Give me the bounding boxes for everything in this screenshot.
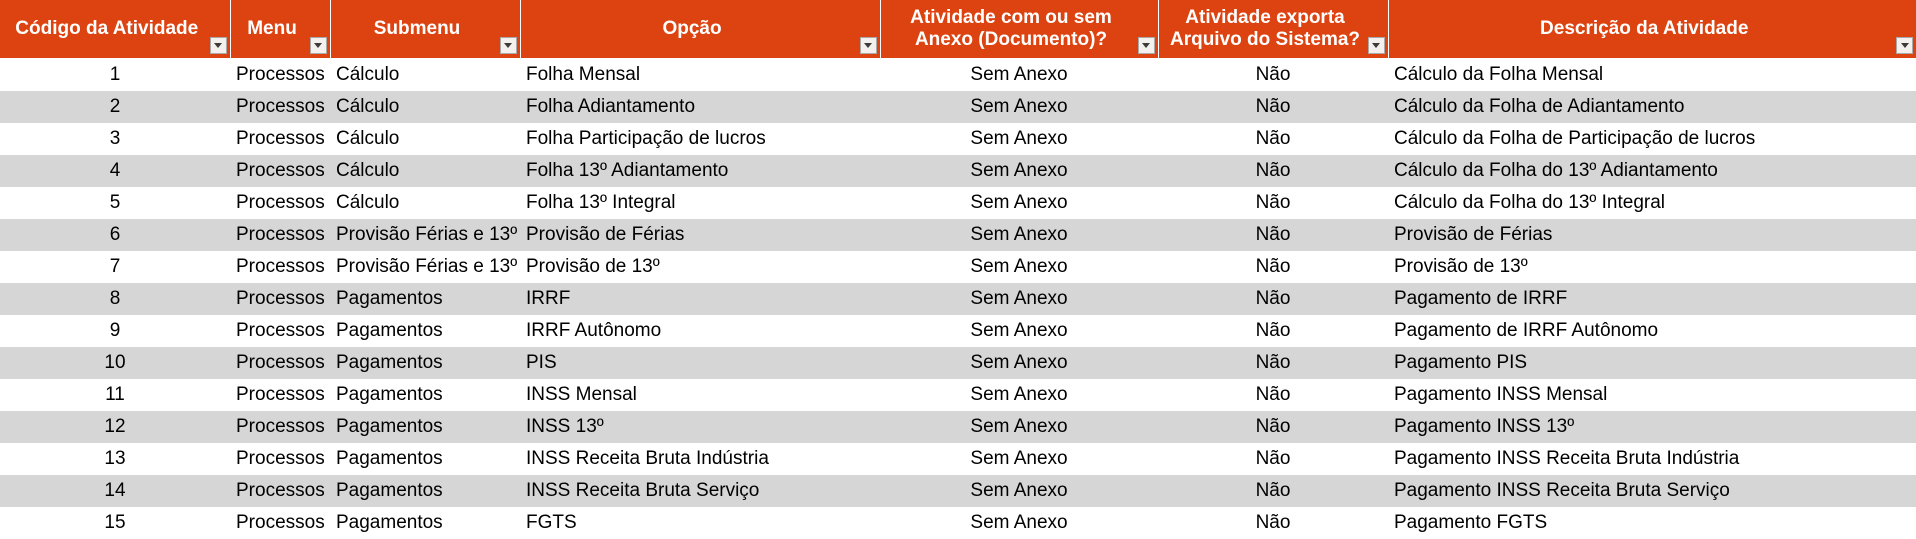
cell-submenu[interactable]: Provisão Férias e 13º [330,251,520,283]
cell-descricao[interactable]: Cálculo da Folha Mensal [1388,59,1916,92]
filter-dropdown-icon[interactable] [860,37,877,54]
cell-exporta[interactable]: Não [1158,251,1388,283]
cell-anexo[interactable]: Sem Anexo [880,219,1158,251]
column-header-submenu [330,0,520,59]
cell-anexo[interactable]: Sem Anexo [880,347,1158,379]
cell-menu[interactable]: Processos [230,219,330,251]
cell-submenu[interactable]: Cálculo [330,59,520,92]
cell-opcao[interactable]: Provisão de 13º [520,251,880,283]
cell-anexo[interactable]: Sem Anexo [880,315,1158,347]
table-row [0,187,1916,219]
column-header-label: Atividade com ou sem Anexo (Documento)? [910,7,1112,50]
cell-anexo[interactable]: Sem Anexo [880,283,1158,315]
filter-dropdown-icon[interactable] [500,37,517,54]
table-row [0,507,1916,539]
cell-anexo[interactable]: Sem Anexo [880,379,1158,411]
cell-codigo[interactable]: 5 [0,187,230,219]
table-body [0,59,1916,539]
filter-dropdown-icon[interactable] [1138,37,1155,54]
table-row [0,347,1916,379]
cell-exporta[interactable]: Não [1158,315,1388,347]
cell-exporta[interactable]: Não [1158,219,1388,251]
cell-submenu[interactable]: Cálculo [330,187,520,219]
column-header-label: Submenu [374,18,461,39]
cell-descricao[interactable]: Pagamento INSS 13º [1388,411,1916,443]
column-header-exporta [1158,0,1388,59]
cell-codigo[interactable]: 10 [0,347,230,379]
cell-anexo[interactable]: Sem Anexo [880,91,1158,123]
cell-descricao[interactable]: Pagamento FGTS [1388,507,1916,539]
cell-descricao[interactable]: Provisão de Férias [1388,219,1916,251]
cell-codigo[interactable]: 3 [0,123,230,155]
cell-codigo[interactable]: 1 [0,59,230,92]
table-row [0,155,1916,187]
cell-opcao[interactable]: Folha Participação de lucros [520,123,880,155]
cell-exporta[interactable]: Não [1158,347,1388,379]
table-row [0,91,1916,123]
cell-opcao[interactable]: Provisão de Férias [520,219,880,251]
cell-anexo[interactable]: Sem Anexo [880,475,1158,507]
cell-codigo[interactable]: 14 [0,475,230,507]
cell-submenu[interactable]: Cálculo [330,91,520,123]
table-row [0,251,1916,283]
cell-descricao[interactable]: Cálculo da Folha do 13º Integral [1388,187,1916,219]
cell-submenu[interactable]: Pagamentos [330,475,520,507]
cell-exporta[interactable]: Não [1158,283,1388,315]
cell-submenu[interactable]: Pagamentos [330,443,520,475]
cell-anexo[interactable]: Sem Anexo [880,411,1158,443]
cell-exporta[interactable]: Não [1158,507,1388,539]
column-header-label: Atividade exporta Arquivo do Sistema? [1170,7,1360,50]
column-header-label: Menu [247,18,297,39]
chevron-down-icon [864,43,872,48]
cell-codigo[interactable]: 6 [0,219,230,251]
table-row [0,411,1916,443]
column-header-label: Descrição da Atividade [1540,18,1748,39]
cell-menu[interactable]: Processos [230,251,330,283]
cell-opcao[interactable]: IRRF [520,283,880,315]
table-row [0,315,1916,347]
filter-dropdown-icon[interactable] [210,37,227,54]
cell-menu[interactable]: Processos [230,507,330,539]
cell-submenu[interactable]: Pagamentos [330,507,520,539]
cell-descricao[interactable]: Pagamento INSS Mensal [1388,379,1916,411]
cell-exporta[interactable]: Não [1158,155,1388,187]
cell-menu[interactable]: Processos [230,59,330,92]
chevron-down-icon [314,43,322,48]
cell-submenu[interactable]: Cálculo [330,155,520,187]
cell-codigo[interactable]: 15 [0,507,230,539]
cell-exporta[interactable]: Não [1158,91,1388,123]
cell-descricao[interactable]: Pagamento PIS [1388,347,1916,379]
cell-submenu[interactable]: Provisão Férias e 13º [330,219,520,251]
cell-menu[interactable]: Processos [230,411,330,443]
cell-descricao[interactable]: Pagamento de IRRF [1388,283,1916,315]
chevron-down-icon [1901,43,1909,48]
cell-codigo[interactable]: 2 [0,91,230,123]
cell-anexo[interactable]: Sem Anexo [880,251,1158,283]
cell-descricao[interactable]: Pagamento INSS Receita Bruta Serviço [1388,475,1916,507]
cell-descricao[interactable]: Cálculo da Folha do 13º Adiantamento [1388,155,1916,187]
column-header-menu [230,0,330,59]
cell-codigo[interactable]: 8 [0,283,230,315]
cell-anexo[interactable]: Sem Anexo [880,155,1158,187]
cell-exporta[interactable]: Não [1158,187,1388,219]
cell-menu[interactable]: Processos [230,347,330,379]
cell-exporta[interactable]: Não [1158,443,1388,475]
column-header-label: Código da Atividade [15,18,198,39]
cell-descricao[interactable]: Cálculo da Folha de Participação de lucros [1388,123,1916,155]
cell-menu[interactable]: Processos [230,123,330,155]
column-header-codigo [0,0,230,59]
cell-submenu[interactable]: Cálculo [330,123,520,155]
cell-opcao[interactable]: Folha Adiantamento [520,91,880,123]
cell-codigo[interactable]: 11 [0,379,230,411]
column-header-label: Opção [662,18,721,39]
filter-dropdown-icon[interactable] [310,37,327,54]
cell-submenu[interactable]: Pagamentos [330,379,520,411]
cell-exporta[interactable]: Não [1158,123,1388,155]
chevron-down-icon [1372,43,1380,48]
cell-codigo[interactable]: 13 [0,443,230,475]
cell-opcao[interactable]: IRRF Autônomo [520,315,880,347]
cell-anexo[interactable]: Sem Anexo [880,443,1158,475]
chevron-down-icon [214,43,222,48]
cell-menu[interactable]: Processos [230,155,330,187]
cell-submenu[interactable]: Pagamentos [330,347,520,379]
cell-anexo[interactable]: Sem Anexo [880,59,1158,92]
cell-opcao[interactable]: Folha 13º Adiantamento [520,155,880,187]
cell-menu[interactable]: Processos [230,283,330,315]
cell-exporta[interactable]: Não [1158,475,1388,507]
cell-descricao[interactable]: Cálculo da Folha de Adiantamento [1388,91,1916,123]
table-row [0,443,1916,475]
cell-menu[interactable]: Processos [230,91,330,123]
cell-codigo[interactable]: 9 [0,315,230,347]
cell-descricao[interactable]: Provisão de 13º [1388,251,1916,283]
cell-menu[interactable]: Processos [230,315,330,347]
cell-opcao[interactable]: PIS [520,347,880,379]
cell-exporta[interactable]: Não [1158,379,1388,411]
cell-submenu[interactable]: Pagamentos [330,411,520,443]
table-row [0,123,1916,155]
cell-codigo[interactable]: 4 [0,155,230,187]
cell-exporta[interactable]: Não [1158,59,1388,92]
table-row [0,283,1916,315]
cell-opcao[interactable]: INSS Receita Bruta Indústria [520,443,880,475]
cell-anexo[interactable]: Sem Anexo [880,187,1158,219]
table-header [0,0,1916,59]
cell-anexo[interactable]: Sem Anexo [880,123,1158,155]
cell-exporta[interactable]: Não [1158,411,1388,443]
cell-opcao[interactable]: Folha Mensal [520,59,880,92]
cell-submenu[interactable]: Pagamentos [330,283,520,315]
cell-anexo[interactable]: Sem Anexo [880,507,1158,539]
cell-descricao[interactable]: Pagamento INSS Receita Bruta Indústria [1388,443,1916,475]
filter-dropdown-icon[interactable] [1368,37,1385,54]
cell-menu[interactable]: Processos [230,475,330,507]
column-header-anexo [880,0,1158,59]
cell-opcao[interactable]: INSS 13º [520,411,880,443]
header-row [0,0,1916,59]
chevron-down-icon [504,43,512,48]
table-row [0,219,1916,251]
cell-opcao[interactable]: Folha 13º Integral [520,187,880,219]
table-row [0,379,1916,411]
cell-opcao[interactable]: FGTS [520,507,880,539]
cell-codigo[interactable]: 7 [0,251,230,283]
table-row [0,475,1916,507]
cell-submenu[interactable]: Pagamentos [330,315,520,347]
table-row [0,59,1916,92]
cell-opcao[interactable]: INSS Receita Bruta Serviço [520,475,880,507]
column-header-descricao [1388,0,1916,59]
cell-opcao[interactable]: INSS Mensal [520,379,880,411]
cell-codigo[interactable]: 12 [0,411,230,443]
chevron-down-icon [1142,43,1150,48]
cell-descricao[interactable]: Pagamento de IRRF Autônomo [1388,315,1916,347]
column-header-opcao [520,0,880,59]
filter-dropdown-icon[interactable] [1896,37,1913,54]
cell-menu[interactable]: Processos [230,379,330,411]
cell-menu[interactable]: Processos [230,443,330,475]
cell-menu[interactable]: Processos [230,187,330,219]
